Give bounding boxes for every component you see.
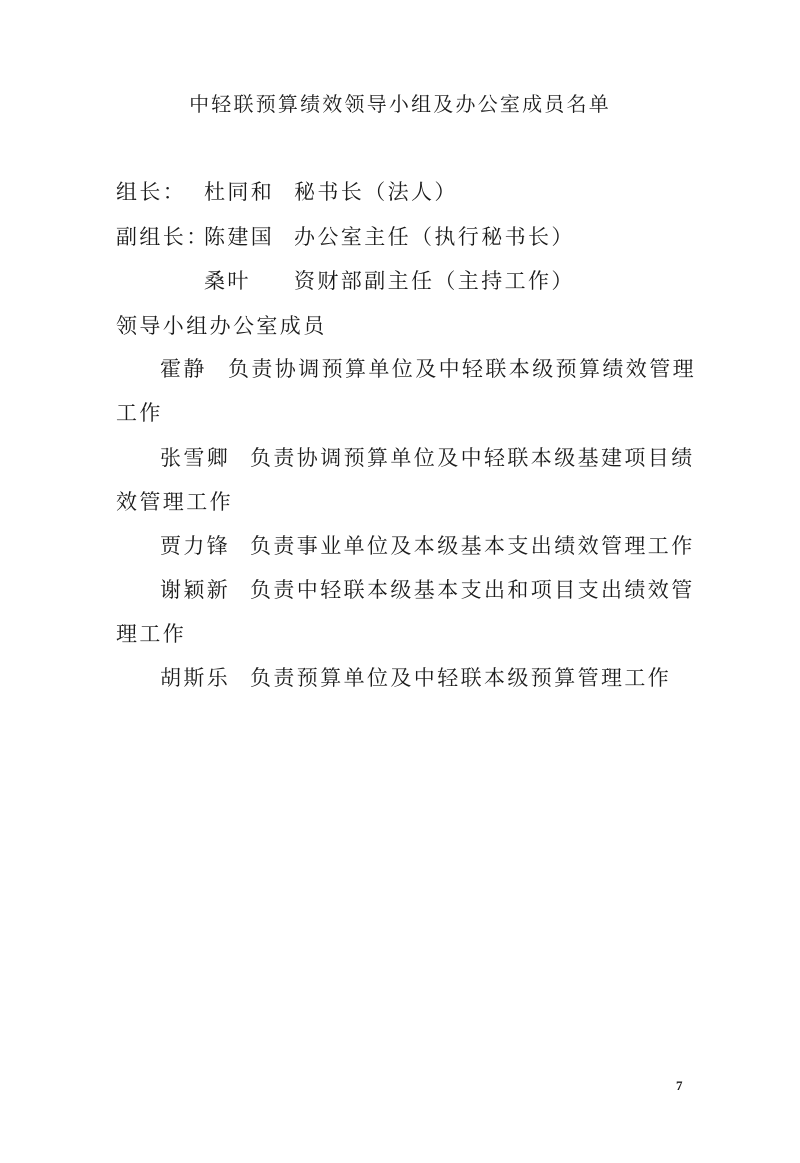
deputy-leader-name: 陈建国 bbox=[204, 225, 275, 249]
deputy-leader-position: 办公室主任（执行秘书长） bbox=[294, 225, 575, 249]
office-heading: 领导小组办公室成员 bbox=[116, 314, 327, 338]
office-member-duty: 负责协调预算单位及中轻联本级基建项目绩 bbox=[250, 446, 695, 470]
office-member-duty: 负责协调预算单位及中轻联本级预算绩效管理 bbox=[228, 357, 696, 381]
office-member-duty: 负责中轻联本级基本支出和项目支出绩效管 bbox=[250, 578, 695, 602]
leader-position: 秘书长（法人） bbox=[294, 180, 458, 204]
office-member-duty-continued: 理工作 bbox=[116, 622, 187, 646]
office-member-duty-continued: 效管理工作 bbox=[116, 490, 233, 514]
office-member-name: 张雪卿 bbox=[160, 446, 231, 470]
deputy-leader-position: 资财部副主任（主持工作） bbox=[294, 269, 575, 293]
office-member-name: 霍静 bbox=[160, 357, 207, 381]
office-member-name: 谢颖新 bbox=[160, 578, 231, 602]
office-member-name: 贾力锋 bbox=[160, 534, 231, 558]
leader-row bbox=[116, 178, 186, 206]
office-member-duty-continued: 工作 bbox=[116, 401, 163, 425]
deputy-leader-name: 桑叶 bbox=[204, 269, 251, 293]
office-member-name: 胡斯乐 bbox=[160, 666, 231, 690]
office-member-duty: 负责事业单位及本级基本支出绩效管理工作 bbox=[250, 534, 695, 558]
deputy-leader-role: 副组长： bbox=[116, 225, 210, 249]
page-number: 7 bbox=[676, 1078, 683, 1093]
leader-name: 杜同和 bbox=[204, 180, 275, 204]
office-member-duty: 负责预算单位及中轻联本级预算管理工作 bbox=[250, 666, 672, 690]
document-title: 中轻联预算绩效领导小组及办公室成员名单 bbox=[189, 92, 611, 116]
leader-role: 组长： bbox=[116, 180, 187, 204]
